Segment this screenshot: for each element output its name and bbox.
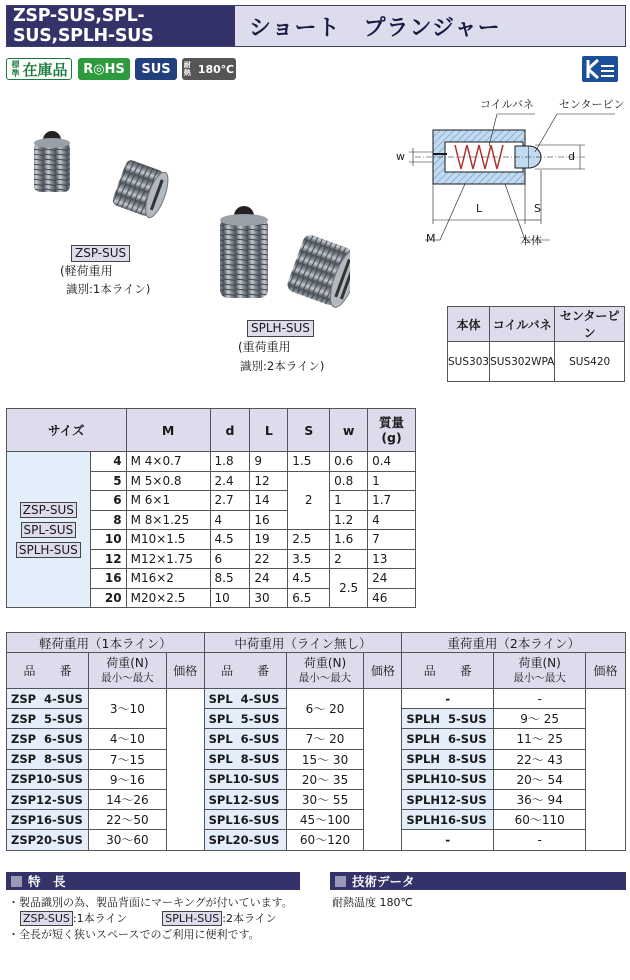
zsp-id-label: 識別:1本ライン) <box>66 282 151 296</box>
spec-M: M12×1.75 <box>126 549 210 569</box>
spec-d: 10 <box>210 588 250 608</box>
features-code-splh: SPLH-SUS <box>162 911 222 926</box>
spec-header-mass: 質量 (g) <box>368 409 416 452</box>
range-light: 3〜10 <box>88 689 166 729</box>
mat-header-pin: センターピン <box>555 307 625 342</box>
range-heavy: 22〜 43 <box>494 749 586 769</box>
d-label: d <box>568 150 575 163</box>
spec-M: M20×2.5 <box>126 588 210 608</box>
S-label: S <box>534 202 541 215</box>
mat-header-spring: コイルバネ <box>490 307 555 342</box>
part-heavy: - <box>402 689 494 709</box>
range-medium: 7〜 20 <box>286 729 364 749</box>
part-light: ZSP12-SUS <box>7 789 89 809</box>
square-icon <box>335 876 346 887</box>
part-light: ZSP 4-SUS <box>7 689 89 709</box>
price-light <box>166 689 204 851</box>
spec-w: 1.2 <box>330 510 368 530</box>
stock-badge <box>6 58 72 80</box>
range-light: 4〜10 <box>88 729 166 749</box>
spec-S: 2 <box>288 471 330 530</box>
col-load-light <box>88 653 166 689</box>
spec-header-w: w <box>330 409 368 452</box>
part-light: ZSP10-SUS <box>7 769 89 789</box>
spec-S: 1.5 <box>288 452 330 472</box>
table-row <box>7 689 626 709</box>
range-heavy: - <box>494 689 586 709</box>
spec-mass: 1 <box>368 471 416 491</box>
spec-w: 1.6 <box>330 530 368 550</box>
features-line-3: ・全長が短く狭いスペースでのご利用に便利です。 <box>8 928 260 941</box>
spec-d: 6 <box>210 549 250 569</box>
spec-d: 4.5 <box>210 530 250 550</box>
range-medium: 6〜 20 <box>286 689 364 729</box>
spec-M: M16×2 <box>126 569 210 589</box>
part-heavy: SPLH16-SUS <box>402 810 494 830</box>
part-heavy: SPLH 5-SUS <box>402 709 494 729</box>
range-light: 7〜15 <box>88 749 166 769</box>
col-load-label: 荷重(N) <box>518 656 561 670</box>
col-load-heavy <box>494 653 586 689</box>
spec-M: M10×1.5 <box>126 530 210 550</box>
range-heavy: - <box>494 830 586 850</box>
series-title: ZSP-SUS,SPL-SUS,SPLH-SUS <box>7 6 235 46</box>
range-heavy: 9〜 25 <box>494 709 586 729</box>
spec-series-cell <box>7 452 91 608</box>
range-light: 14〜26 <box>88 789 166 809</box>
col-part-medium: 品 番 <box>204 653 286 689</box>
splh-lying-image <box>285 233 350 311</box>
range-light: 30〜60 <box>88 830 166 850</box>
spec-L: 16 <box>250 510 288 530</box>
mat-pin: SUS420 <box>555 342 625 382</box>
col-price-light: 価格 <box>166 653 204 689</box>
col-load-sub: 最小〜最大 <box>298 672 352 684</box>
square-icon <box>11 876 22 887</box>
range-heavy: 60〜110 <box>494 810 586 830</box>
w-label: w <box>396 150 405 163</box>
range-heavy: 11〜 25 <box>494 729 586 749</box>
part-light: ZSP20-SUS <box>7 830 89 850</box>
spec-size: 12 <box>90 549 126 569</box>
features-text-splh: :2本ライン <box>222 912 277 925</box>
part-medium: SPL 8-SUS <box>204 749 286 769</box>
part-light: ZSP16-SUS <box>7 810 89 830</box>
part-medium: SPL16-SUS <box>204 810 286 830</box>
table-row <box>7 749 626 769</box>
spec-w: 0.6 <box>330 452 368 472</box>
spec-mass: 24 <box>368 569 416 589</box>
part-medium: SPL 5-SUS <box>204 709 286 729</box>
spec-header-size: サイズ <box>7 409 127 452</box>
features-line-1: ・製品識別の為、製品背面にマーキングが付いています。 <box>8 896 293 909</box>
spec-L: 22 <box>250 549 288 569</box>
table-row <box>7 789 626 809</box>
series-splh: SPLH-SUS <box>16 542 81 558</box>
spec-L: 12 <box>250 471 288 491</box>
col-load-medium <box>286 653 364 689</box>
price-heavy <box>586 689 626 851</box>
spec-size: 5 <box>90 471 126 491</box>
spec-d: 8.5 <box>210 569 250 589</box>
spec-mass: 7 <box>368 530 416 550</box>
spec-w: 2 <box>330 549 368 569</box>
spec-L: 30 <box>250 588 288 608</box>
spec-size: 8 <box>90 510 126 530</box>
part-light: ZSP 5-SUS <box>7 709 89 729</box>
col-load-sub: 最小〜最大 <box>513 672 566 684</box>
price-medium <box>364 689 402 851</box>
heat-badge-small: 耐熱 <box>183 61 191 77</box>
part-light: ZSP 6-SUS <box>7 729 89 749</box>
product-title: ショート プランジャー <box>235 6 625 46</box>
stock-badge-label: 在庫品 <box>22 60 68 79</box>
group-heavy: 重荷重用（2本ライン） <box>402 633 626 653</box>
part-medium: SPL 6-SUS <box>204 729 286 749</box>
materials-table <box>447 306 625 382</box>
spec-M: M 5×0.8 <box>126 471 210 491</box>
part-medium: SPL 4-SUS <box>204 689 286 709</box>
part-medium: SPL20-SUS <box>204 830 286 850</box>
heat-badge-label: 180℃ <box>197 62 235 76</box>
col-part-heavy: 品 番 <box>402 653 494 689</box>
spec-mass: 13 <box>368 549 416 569</box>
spec-L: 24 <box>250 569 288 589</box>
dimension-drawing <box>385 100 625 260</box>
range-medium: 20〜 35 <box>286 769 364 789</box>
body-label: 本体 <box>520 234 542 247</box>
group-medium: 中荷重用（ライン無し） <box>204 633 402 653</box>
spec-header-d: d <box>210 409 250 452</box>
spec-mass: 0.4 <box>368 452 416 472</box>
sus-badge: SUS <box>135 58 177 80</box>
tech-title: 技術データ <box>352 874 415 889</box>
zsp-lying-image <box>111 159 173 221</box>
spec-header-L: L <box>250 409 288 452</box>
range-medium: 60〜120 <box>286 830 364 850</box>
range-heavy: 20〜 54 <box>494 769 586 789</box>
part-medium: SPL10-SUS <box>204 769 286 789</box>
spec-d: 1.8 <box>210 452 250 472</box>
col-load-label: 荷重(N) <box>106 656 149 670</box>
range-heavy: 36〜 94 <box>494 789 586 809</box>
part-medium: SPL12-SUS <box>204 789 286 809</box>
features-text-zsp: :1本ライン <box>72 912 128 925</box>
spec-M: M 6×1 <box>126 491 210 511</box>
col-price-heavy: 価格 <box>586 653 626 689</box>
spec-table <box>6 408 416 608</box>
range-medium: 15〜 30 <box>286 749 364 769</box>
col-price-medium: 価格 <box>364 653 402 689</box>
features-line-2 <box>20 910 277 926</box>
part-heavy: SPLH10-SUS <box>402 769 494 789</box>
center-pin-label: センターピン <box>559 98 625 111</box>
spec-d: 4 <box>210 510 250 530</box>
spec-S: 3.5 <box>288 549 330 569</box>
range-medium: 30〜 55 <box>286 789 364 809</box>
spec-size: 10 <box>90 530 126 550</box>
page-header <box>6 5 626 47</box>
features-title: 特 長 <box>28 874 66 889</box>
spec-size: 20 <box>90 588 126 608</box>
stock-badge-small: 標準 <box>11 60 20 78</box>
mat-body: SUS303 <box>448 342 490 382</box>
spec-mass: 1.7 <box>368 491 416 511</box>
spec-header-S: S <box>288 409 330 452</box>
splh-upright-image <box>220 206 268 298</box>
spec-M: M 4×0.7 <box>126 452 210 472</box>
features-header <box>6 872 300 890</box>
load-table <box>6 632 626 851</box>
col-part-light: 品 番 <box>7 653 89 689</box>
spec-L: 19 <box>250 530 288 550</box>
spec-size: 6 <box>90 491 126 511</box>
table-row <box>7 810 626 830</box>
M-label: M <box>426 232 436 245</box>
coil-spring-label: コイルバネ <box>480 98 534 111</box>
splh-id-label: 識別:2本ライン) <box>240 359 325 373</box>
heat-badge <box>182 58 236 80</box>
spec-S: 4.5 <box>288 569 330 589</box>
rohs-badge: R◎HS <box>78 58 130 80</box>
table-row <box>7 769 626 789</box>
part-light: ZSP 8-SUS <box>7 749 89 769</box>
spec-S: 2.5 <box>288 530 330 550</box>
spec-d: 2.4 <box>210 471 250 491</box>
series-spl: SPL-SUS <box>21 522 77 538</box>
series-zsp: ZSP-SUS <box>20 502 77 518</box>
part-heavy: SPLH 8-SUS <box>402 749 494 769</box>
L-label: L <box>476 202 483 215</box>
features-code-zsp: ZSP-SUS <box>20 911 73 926</box>
zsp-code-label: ZSP-SUS <box>71 245 130 262</box>
mat-header-body: 本体 <box>448 307 490 342</box>
spec-M: M 8×1.25 <box>126 510 210 530</box>
spec-w: 2.5 <box>330 569 368 608</box>
table-row <box>7 830 626 850</box>
spec-header-M: M <box>126 409 210 452</box>
zsp-upright-image <box>34 131 70 192</box>
range-medium: 45〜100 <box>286 810 364 830</box>
mat-spring: SUS302WPA <box>490 342 555 382</box>
part-heavy: SPLH12-SUS <box>402 789 494 809</box>
spec-d: 2.7 <box>210 491 250 511</box>
splh-code-label: SPLH-SUS <box>247 320 314 337</box>
splh-type-label: (重荷重用 <box>238 340 291 354</box>
col-load-sub: 最小〜最大 <box>101 672 154 684</box>
spec-mass: 46 <box>368 588 416 608</box>
spec-L: 14 <box>250 491 288 511</box>
spec-size: 16 <box>90 569 126 589</box>
range-light: 22〜50 <box>88 810 166 830</box>
spec-w: 1 <box>330 491 368 511</box>
col-load-label: 荷重(N) <box>303 656 347 670</box>
brand-logo <box>580 52 620 84</box>
spec-size: 4 <box>90 452 126 472</box>
tech-header <box>330 872 626 890</box>
spec-L: 9 <box>250 452 288 472</box>
tech-text: 耐熱温度 180℃ <box>332 896 413 909</box>
range-light: 9〜16 <box>88 769 166 789</box>
spec-w: 0.8 <box>330 471 368 491</box>
spec-S: 6.5 <box>288 588 330 608</box>
part-heavy: - <box>402 830 494 850</box>
table-row <box>7 729 626 749</box>
table-row <box>7 452 416 472</box>
spec-mass: 4 <box>368 510 416 530</box>
zsp-type-label: (軽荷重用 <box>60 264 113 278</box>
part-heavy: SPLH 6-SUS <box>402 729 494 749</box>
group-light: 軽荷重用（1本ライン） <box>7 633 205 653</box>
